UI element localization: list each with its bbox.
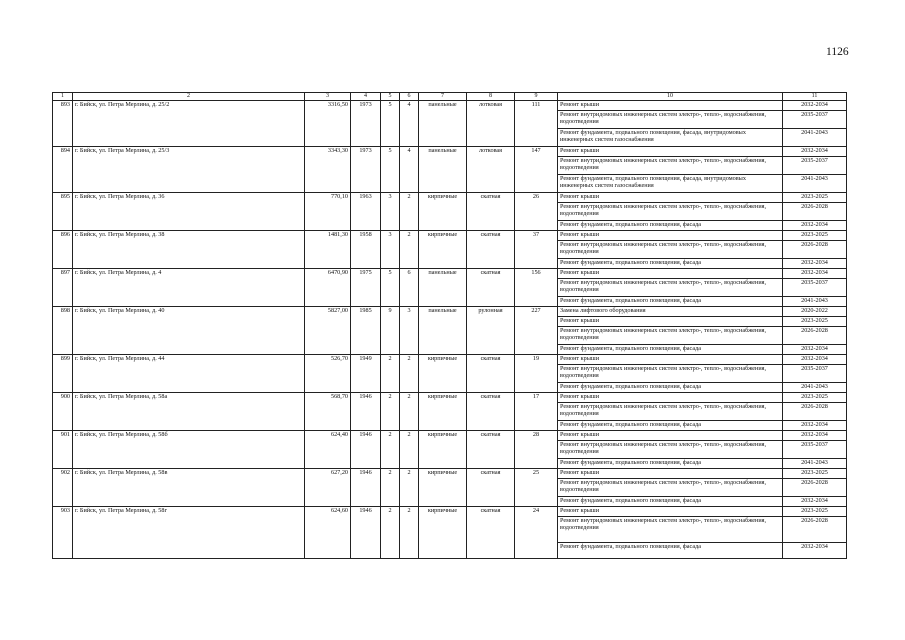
roof-type: скатная: [467, 393, 515, 431]
work-type: Ремонт фундамента, подвального помещения, фасада: [558, 297, 783, 307]
building-number: 898: [53, 307, 73, 355]
work-period: 2026-2028: [783, 327, 847, 345]
work-period: 2035-2037: [783, 111, 847, 129]
wall-material: панельные: [419, 147, 467, 193]
work-type: Ремонт внутридомовых инженерных систем электро-, тепло-, водоснабжения, водоотведения: [558, 517, 783, 543]
column-header: 1: [53, 93, 73, 101]
work-type: Ремонт фундамента, подвального помещения, фасада: [558, 221, 783, 231]
wall-material: кирпичные: [419, 393, 467, 431]
roof-type: скатная: [467, 269, 515, 307]
roof-type: лотковая: [467, 101, 515, 147]
build-year: 1973: [351, 101, 381, 147]
work-period: 2041-2043: [783, 129, 847, 147]
work-type: Ремонт крыши: [558, 231, 783, 241]
residents-count: 19: [515, 355, 558, 393]
total-area: 627,20: [305, 469, 351, 507]
entrances-count: 3: [400, 307, 419, 355]
work-period: 2032-2034: [783, 431, 847, 441]
entrances-count: 2: [400, 393, 419, 431]
work-period: 2020-2022: [783, 307, 847, 317]
work-period: 2032-2034: [783, 259, 847, 269]
work-type: Ремонт крыши: [558, 147, 783, 157]
total-area: 624,60: [305, 507, 351, 559]
build-year: 1975: [351, 269, 381, 307]
table-row: [53, 231, 847, 241]
building-address: г. Бийск, ул. Петра Мерлина, д. 40: [73, 307, 305, 355]
work-type: Ремонт фундамента, подвального помещения, фасада: [558, 497, 783, 507]
residents-count: 28: [515, 431, 558, 469]
table-row: [53, 101, 847, 111]
table-row: [53, 193, 847, 203]
wall-material: кирпичные: [419, 193, 467, 231]
total-area: 3343,30: [305, 147, 351, 193]
floors-count: 2: [381, 469, 400, 507]
building-number: 897: [53, 269, 73, 307]
building-number: 896: [53, 231, 73, 269]
column-header: 4: [351, 93, 381, 101]
work-type: Ремонт фундамента, подвального помещения, фасада, внутридомовых инженерных систем газоснабжения: [558, 175, 783, 193]
work-type: Ремонт фундамента, подвального помещения, фасада: [558, 459, 783, 469]
column-header: 8: [467, 93, 515, 101]
work-type: Ремонт крыши: [558, 469, 783, 479]
work-period: 2032-2034: [783, 221, 847, 231]
total-area: 3316,50: [305, 101, 351, 147]
column-header: 11: [783, 93, 847, 101]
table-row: [53, 393, 847, 403]
building-address: г. Бийск, ул. Петра Мерлина, д. 58г: [73, 507, 305, 559]
wall-material: панельные: [419, 101, 467, 147]
roof-type: рулонная: [467, 307, 515, 355]
work-type: Ремонт внутридомовых инженерных систем электро-, тепло-, водоснабжения, водоотведения: [558, 203, 783, 221]
housing-register-table: [52, 92, 847, 559]
residents-count: 26: [515, 193, 558, 231]
wall-material: кирпичные: [419, 507, 467, 559]
building-number: 901: [53, 431, 73, 469]
table-row: [53, 307, 847, 317]
residents-count: 156: [515, 269, 558, 307]
building-address: г. Бийск, ул. Петра Мерлина, д. 58б: [73, 431, 305, 469]
floors-count: 5: [381, 147, 400, 193]
floors-count: 2: [381, 355, 400, 393]
work-period: 2023-2025: [783, 193, 847, 203]
roof-type: скатная: [467, 193, 515, 231]
work-type: Ремонт фундамента, подвального помещения, фасада: [558, 543, 783, 559]
page-number: 1126: [826, 46, 849, 58]
work-type: Ремонт внутридомовых инженерных систем электро-, тепло-, водоснабжения, водоотведения: [558, 479, 783, 497]
table-row: [53, 507, 847, 517]
build-year: 1946: [351, 393, 381, 431]
total-area: 568,70: [305, 393, 351, 431]
work-period: 2035-2037: [783, 365, 847, 383]
work-period: 2041-2043: [783, 459, 847, 469]
building-number: 902: [53, 469, 73, 507]
building-number: 903: [53, 507, 73, 559]
floors-count: 2: [381, 431, 400, 469]
entrances-count: 2: [400, 469, 419, 507]
residents-count: 227: [515, 307, 558, 355]
work-type: Ремонт крыши: [558, 431, 783, 441]
building-address: г. Бийск, ул. Петра Мерлина, д. 4: [73, 269, 305, 307]
floors-count: 2: [381, 507, 400, 559]
entrances-count: 6: [400, 269, 419, 307]
wall-material: панельные: [419, 269, 467, 307]
work-type: Ремонт крыши: [558, 507, 783, 517]
floors-count: 2: [381, 393, 400, 431]
wall-material: кирпичные: [419, 469, 467, 507]
column-header: 6: [400, 93, 419, 101]
building-address: г. Бийск, ул. Петра Мерлина, д. 58в: [73, 469, 305, 507]
total-area: 5827,00: [305, 307, 351, 355]
build-year: 1946: [351, 469, 381, 507]
work-type: Ремонт крыши: [558, 355, 783, 365]
entrances-count: 2: [400, 231, 419, 269]
total-area: 1481,30: [305, 231, 351, 269]
work-type: Замена лифтового оборудования: [558, 307, 783, 317]
roof-type: скатная: [467, 355, 515, 393]
roof-type: скатная: [467, 431, 515, 469]
residents-count: 24: [515, 507, 558, 559]
roof-type: скатная: [467, 507, 515, 559]
building-address: г. Бийск, ул. Петра Мерлина, д. 25/2: [73, 101, 305, 147]
floors-count: 3: [381, 193, 400, 231]
column-number-row: [53, 93, 847, 101]
table-row: [53, 269, 847, 279]
work-period: 2023-2025: [783, 507, 847, 517]
roof-type: лотковая: [467, 147, 515, 193]
work-period: 2026-2028: [783, 241, 847, 259]
work-type: Ремонт внутридомовых инженерных систем электро-, тепло-, водоснабжения, водоотведения: [558, 279, 783, 297]
building-number: 894: [53, 147, 73, 193]
building-number: 893: [53, 101, 73, 147]
residents-count: 147: [515, 147, 558, 193]
wall-material: кирпичные: [419, 231, 467, 269]
build-year: 1946: [351, 431, 381, 469]
work-period: 2023-2025: [783, 393, 847, 403]
build-year: 1958: [351, 231, 381, 269]
total-area: 770,10: [305, 193, 351, 231]
work-period: 2023-2025: [783, 469, 847, 479]
building-address: г. Бийск, ул. Петра Мерлина, д. 38: [73, 231, 305, 269]
table-row: [53, 147, 847, 157]
work-type: Ремонт крыши: [558, 317, 783, 327]
building-address: г. Бийск, ул. Петра Мерлина, д. 44: [73, 355, 305, 393]
entrances-count: 4: [400, 147, 419, 193]
work-type: Ремонт внутридомовых инженерных систем электро-, тепло-, водоснабжения, водоотведения: [558, 365, 783, 383]
building-number: 895: [53, 193, 73, 231]
table-row: [53, 469, 847, 479]
entrances-count: 2: [400, 193, 419, 231]
residents-count: 111: [515, 101, 558, 147]
work-period: 2041-2043: [783, 383, 847, 393]
column-header: 10: [558, 93, 783, 101]
work-period: 2023-2025: [783, 317, 847, 327]
work-period: 2032-2034: [783, 101, 847, 111]
roof-type: скатная: [467, 231, 515, 269]
column-header: 7: [419, 93, 467, 101]
work-period: 2026-2028: [783, 517, 847, 543]
build-year: 1973: [351, 147, 381, 193]
work-period: 2035-2037: [783, 441, 847, 459]
floors-count: 3: [381, 231, 400, 269]
work-type: Ремонт внутридомовых инженерных систем электро-, тепло-, водоснабжения, водоотведения: [558, 241, 783, 259]
table-row: [53, 355, 847, 365]
work-type: Ремонт крыши: [558, 269, 783, 279]
build-year: 1963: [351, 193, 381, 231]
table-body: [53, 93, 847, 559]
roof-type: скатная: [467, 469, 515, 507]
residents-count: 37: [515, 231, 558, 269]
floors-count: 5: [381, 269, 400, 307]
wall-material: кирпичные: [419, 355, 467, 393]
work-period: 2032-2034: [783, 497, 847, 507]
entrances-count: 2: [400, 355, 419, 393]
wall-material: кирпичные: [419, 431, 467, 469]
work-period: 2032-2034: [783, 355, 847, 365]
work-period: 2032-2034: [783, 543, 847, 559]
build-year: 1946: [351, 507, 381, 559]
floors-count: 5: [381, 101, 400, 147]
work-period: 2035-2037: [783, 157, 847, 175]
column-header: 9: [515, 93, 558, 101]
build-year: 1985: [351, 307, 381, 355]
work-period: 2035-2037: [783, 279, 847, 297]
entrances-count: 4: [400, 101, 419, 147]
column-header: 2: [73, 93, 305, 101]
work-type: Ремонт внутридомовых инженерных систем электро-, тепло-, водоснабжения, водоотведения: [558, 403, 783, 421]
table-row: [53, 431, 847, 441]
building-number: 900: [53, 393, 73, 431]
build-year: 1949: [351, 355, 381, 393]
work-period: 2032-2034: [783, 345, 847, 355]
work-type: Ремонт фундамента, подвального помещения, фасада: [558, 421, 783, 431]
work-period: 2032-2034: [783, 269, 847, 279]
work-type: Ремонт фундамента, подвального помещения, фасада: [558, 259, 783, 269]
work-type: Ремонт фундамента, подвального помещения, фасада: [558, 383, 783, 393]
residents-count: 17: [515, 393, 558, 431]
building-address: г. Бийск, ул. Петра Мерлина, д. 25/3: [73, 147, 305, 193]
work-period: 2026-2028: [783, 203, 847, 221]
entrances-count: 2: [400, 431, 419, 469]
work-period: 2032-2034: [783, 421, 847, 431]
wall-material: панельные: [419, 307, 467, 355]
floors-count: 9: [381, 307, 400, 355]
work-type: Ремонт внутридомовых инженерных систем электро-, тепло-, водоснабжения, водоотведения: [558, 111, 783, 129]
work-type: Ремонт крыши: [558, 193, 783, 203]
column-header: 5: [381, 93, 400, 101]
work-period: 2032-2034: [783, 147, 847, 157]
work-period: 2041-2043: [783, 297, 847, 307]
work-type: Ремонт внутридомовых инженерных систем электро-, тепло-, водоснабжения, водоотведения: [558, 327, 783, 345]
work-period: 2026-2028: [783, 479, 847, 497]
building-address: г. Бийск, ул. Петра Мерлина, д. 58а: [73, 393, 305, 431]
work-period: 2041-2043: [783, 175, 847, 193]
work-type: Ремонт крыши: [558, 393, 783, 403]
total-area: 624,40: [305, 431, 351, 469]
building-address: г. Бийск, ул. Петра Мерлина, д. 36: [73, 193, 305, 231]
work-type: Ремонт внутридомовых инженерных систем электро-, тепло-, водоснабжения, водоотведения: [558, 157, 783, 175]
work-type: Ремонт фундамента, подвального помещения, фасада: [558, 345, 783, 355]
building-number: 899: [53, 355, 73, 393]
work-period: 2026-2028: [783, 403, 847, 421]
work-type: Ремонт крыши: [558, 101, 783, 111]
column-header: 3: [305, 93, 351, 101]
work-type: Ремонт внутридомовых инженерных систем электро-, тепло-, водоснабжения, водоотведения: [558, 441, 783, 459]
work-period: 2023-2025: [783, 231, 847, 241]
work-type: Ремонт фундамента, подвального помещения, фасада, внутридомовых инженерных систем газоснабжения: [558, 129, 783, 147]
total-area: 6470,90: [305, 269, 351, 307]
entrances-count: 2: [400, 507, 419, 559]
residents-count: 25: [515, 469, 558, 507]
total-area: 526,70: [305, 355, 351, 393]
